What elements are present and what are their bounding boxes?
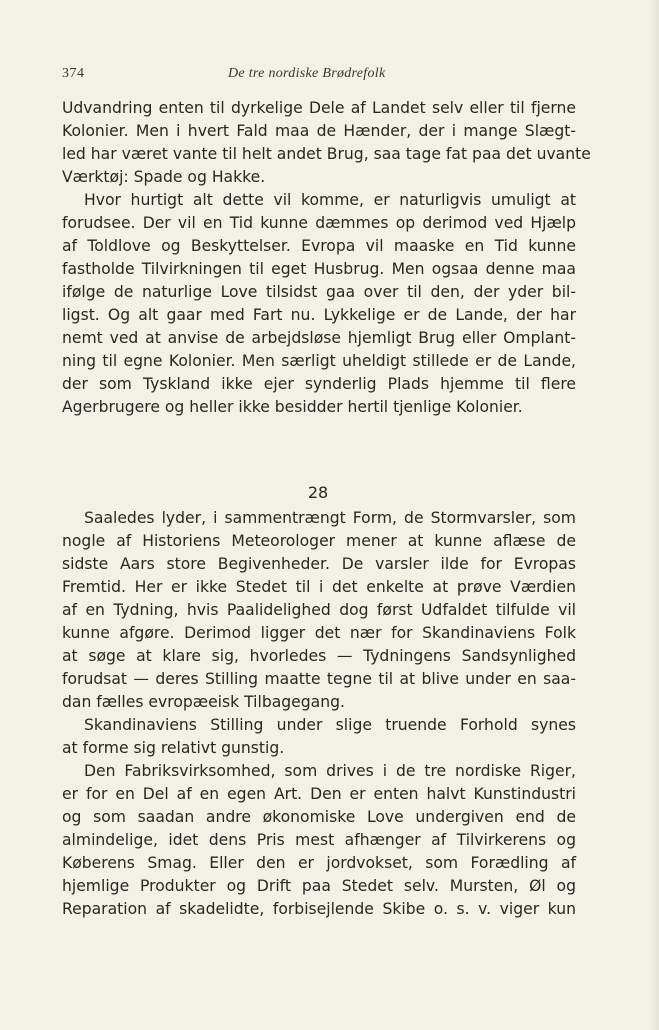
- text-line: Saaledes lyder, i sammentrængt Form, de Stormvarsler, som: [84, 509, 576, 527]
- text-line: forudsat — deres Stilling maatte tegne til at blive under en saa-: [62, 670, 576, 688]
- text-line: fastholde Tilvirkningen til eget Husbrug. Men ogsaa denne maa: [62, 260, 576, 278]
- text-line: Agerbrugere og heller ikke besidder hertil tjenlige Kolonier.: [62, 398, 523, 416]
- text-line: dan fælles evropæeisk Tilbagegang.: [62, 693, 345, 711]
- page-edge-shadow: [649, 0, 659, 1030]
- text-line: er for en Del af en egen Art. Den er enten halvt Kunstindustri: [62, 785, 576, 803]
- running-head: [62, 63, 576, 85]
- text-line: og som saadan andre økonomiske Love undergiven end de: [62, 808, 576, 826]
- text-line: hjemlige Produkter og Drift paa Stedet selv. Mursten, Øl og: [62, 877, 576, 895]
- text-block-top: [62, 97, 591, 419]
- text-line: af Toldlove og Beskyttelser. Evropa vil maaske en Tid kunne: [62, 237, 576, 255]
- text-line: nogle af Historiens Meteorologer mener at kunne aflæse de: [62, 532, 576, 550]
- text-line: Hvor hurtigt alt dette vil komme, er naturligvis umuligt at: [84, 191, 576, 209]
- text-line: at søge at klare sig, hvorledes — Tydningens Sandsynlighed: [62, 647, 576, 665]
- text-line: ning til egne Kolonier. Men særligt uheldigt stillede er de Lande,: [62, 352, 576, 370]
- text-line: Den Fabriksvirksomhed, som drives i de tre nordiske Riger,: [84, 762, 576, 780]
- text-line: Kolonier. Men i hvert Fald maa de Hænder, der i mange Slægt-: [62, 122, 576, 140]
- text-line: Køberens Smag. Eller den er jordvokset, som Forædling af: [62, 854, 576, 872]
- section-number: 28: [307, 483, 329, 502]
- text-line: ifølge de naturlige Love tilsidst gaa over til den, der yder bil-: [62, 283, 576, 301]
- text-line: almindelige, idet dens Pris mest afhænger af Tilvirkerens og: [62, 831, 576, 849]
- text-line: kunne afgøre. Derimod ligger det nær for Skandinaviens Folk: [62, 624, 576, 642]
- running-title: De tre nordiske Brødrefolk: [228, 66, 386, 81]
- text-line: ligst. Og alt gaar med Fart nu. Lykkelige er de Lande, der har: [62, 306, 576, 324]
- text-line: forudsee. Der vil en Tid kunne dæmmes op derimod ved Hjælp: [62, 214, 576, 232]
- text-line: Udvandring enten til dyrkelige Dele af Landet selv eller til fjerne: [62, 99, 576, 117]
- text-block-bottom: [62, 507, 576, 921]
- text-line: led har været vante til helt andet Brug, saa tage fat paa det uvante: [62, 145, 591, 163]
- text-line: Værktøj: Spade og Hakke.: [62, 168, 266, 186]
- text-line: Skandinaviens Stilling under slige truende Forhold synes: [84, 716, 576, 734]
- text-line: der som Tyskland ikke ejer synderlig Plads hjemme til flere: [62, 375, 576, 393]
- text-line: at forme sig relativt gunstig.: [62, 739, 285, 757]
- text-line: sidste Aars store Begivenheder. De varsler ilde for Evropas: [62, 555, 576, 573]
- page-number: 374: [62, 66, 85, 81]
- text-line: Fremtid. Her er ikke Stedet til i det enkelte at prøve Værdien: [62, 578, 576, 596]
- text-line: Reparation af skadelidte, forbisejlende Skibe o. s. v. viger kun: [62, 900, 576, 918]
- text-line: af en Tydning, hvis Paalidelighed dog først Udfaldet tilfulde vil: [62, 601, 576, 619]
- text-line: nemt ved at anvise de arbejdsløse hjemligt Brug eller Omplant-: [62, 329, 576, 347]
